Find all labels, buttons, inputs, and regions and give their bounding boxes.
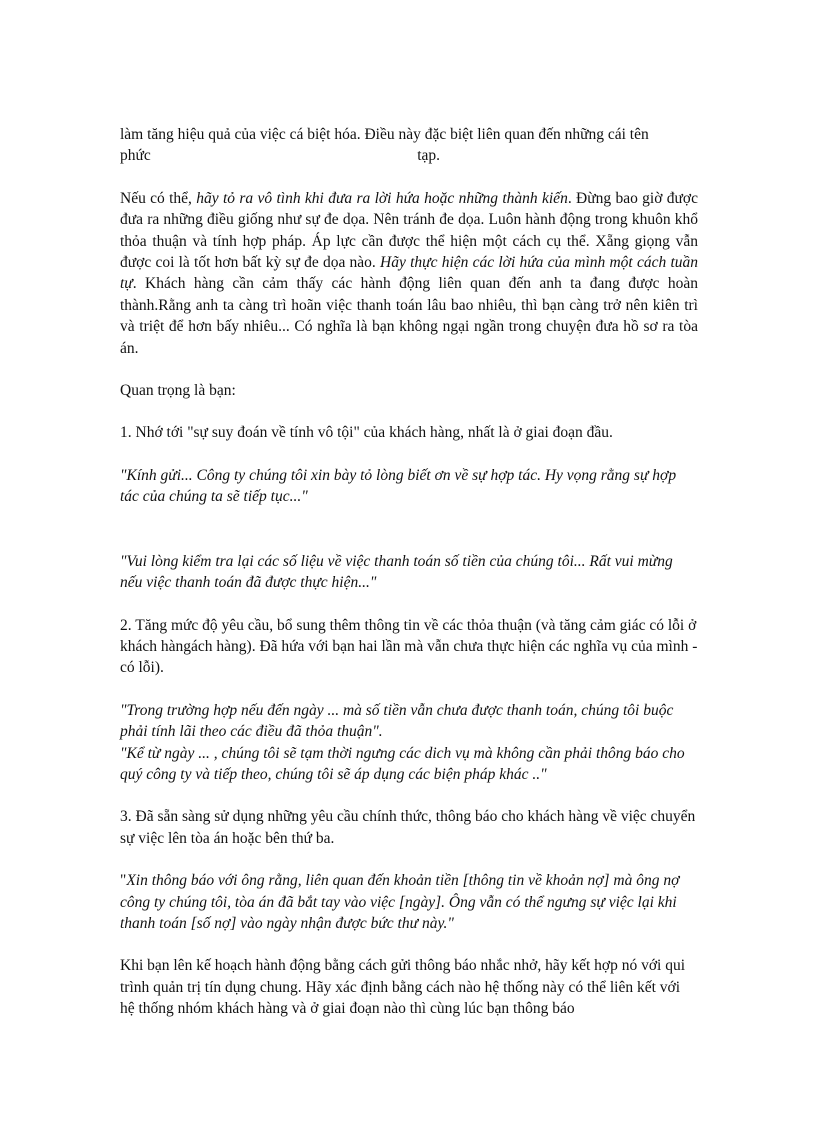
quote-5-open: " [120, 872, 127, 890]
list-item-3: 3. Đã sẵn sàng sử dụng những yêu cầu chính thức, thông báo cho khách hàng về việc chuyển sự việc lên tòa án hoặc bên thứ ba. [120, 808, 696, 847]
intro-line-2-left: phức [120, 147, 151, 165]
intro-paragraph [120, 124, 698, 167]
advice-paragraph [120, 188, 698, 359]
advice-italic-1: hãy tỏ ra vô tình khi đưa ra lời hứa hoặc những thành kiến [196, 189, 568, 207]
advice-tail: . Khách hàng cần cảm thấy các hành động liên quan đến anh ta đang được hoàn thành.Rằng anh ta càng trì hoãn việc thanh toán lâu bao nhiêu, thì bạn càng trở nên kiên trì và triệt để hơn bấy nhiêu... Có nghĩa là bạn không ngại ngần trong chuyện đưa hồ sơ ra tòa án. [120, 275, 698, 357]
quote-4-text: "Kể từ ngày ... , chúng tôi sẽ tạm thời ngưng các dich vụ mà không cần phải thông báo cho quý công ty và tiếp theo, chúng tôi sẽ áp dụng các biện pháp khác .." [120, 744, 685, 783]
quote-4 [120, 743, 698, 786]
quote-2-text: "Vui lòng kiểm tra lại các số liệu về việc thanh toán số tiền của chúng tôi... Rất vui mừng nếu việc thanh toán đã được thực hiện..." [120, 552, 673, 592]
intro-line-2-right: tạp. [417, 147, 440, 165]
advice-lead: Nếu có thể, [120, 189, 197, 207]
quote-3 [120, 700, 698, 743]
list-item-2: 2. Tăng mức độ yêu cầu, bổ sung thêm thông tin về các thỏa thuận (và tăng cảm giác có lỗi ở khách hàngách hàng). Đã hứa với bạn hai lần mà vẫn chưa thực hiện các nghĩa vụ của mình - có lỗi). [120, 616, 698, 677]
intro-line-2 [120, 145, 440, 166]
quote-5 [120, 870, 698, 934]
quote-2 [120, 551, 698, 594]
intro-line-1: làm tăng hiệu quả của việc cá biệt hóa. Điều này đặc biệt liên quan đến những cái tên [120, 126, 649, 143]
quote-5-text: Xin thông báo với ông rằng, liên quan đến khoản tiền [thông tin về khoản nợ] mà ông nợ công ty chúng tôi, tòa án đã bắt tay vào việc [ngày]. Ông vẫn có thể ngưng sự việc lại khi thanh toán [số nợ] vào ngày nhận được bức thư này." [120, 872, 680, 932]
document-body [120, 124, 698, 1020]
quote-1 [120, 465, 698, 508]
advice-mid: . Đừng bao giờ được đưa ra những điều giống như sự đe dọa. Nên tránh đe dọa. Luôn hành động trong khuôn khổ thỏa thuận và tính hợp pháp. Áp lực cần được thể hiện một cách cụ thể. Xẵng giọng vẫn được coi là tốt hơn bất kỳ sự đe dọa nào. [120, 189, 698, 272]
list-item-1: 1. Nhớ tới "sự suy đoán về tính vô tội" của khách hàng, nhất là ở giai đoạn đầu. [120, 424, 613, 442]
advice-italic-2: Hãy thực hiện các lời hứa của mình một cách tuần tự [120, 254, 699, 293]
quote-3-text: "Trong trường hợp nếu đến ngày ... mà số tiền vẫn chưa được thanh toán, chúng tôi buộc phải tính lãi theo các điều đã thỏa thuận". [120, 701, 674, 741]
important-heading: Quan trọng là bạn: [120, 382, 236, 400]
closing-paragraph: Khi bạn lên kế hoạch hành động bằng cách gửi thông báo nhắc nhở, hãy kết hợp nó với qui trình quản trị tín dụng chung. Hãy xác định bằng cách nào hệ thống này có thể liên kết với hệ thống nhóm khách hàng và ở giai đoạn nào thì cùng lúc bạn thông báo [120, 957, 686, 1018]
quote-1-text: "Kính gửi... Công ty chúng tôi xin bày tỏ lòng biết ơn về sự hợp tác. Hy vọng rằng sự hợp tác của chúng ta sẽ tiếp tục..." [120, 466, 677, 506]
